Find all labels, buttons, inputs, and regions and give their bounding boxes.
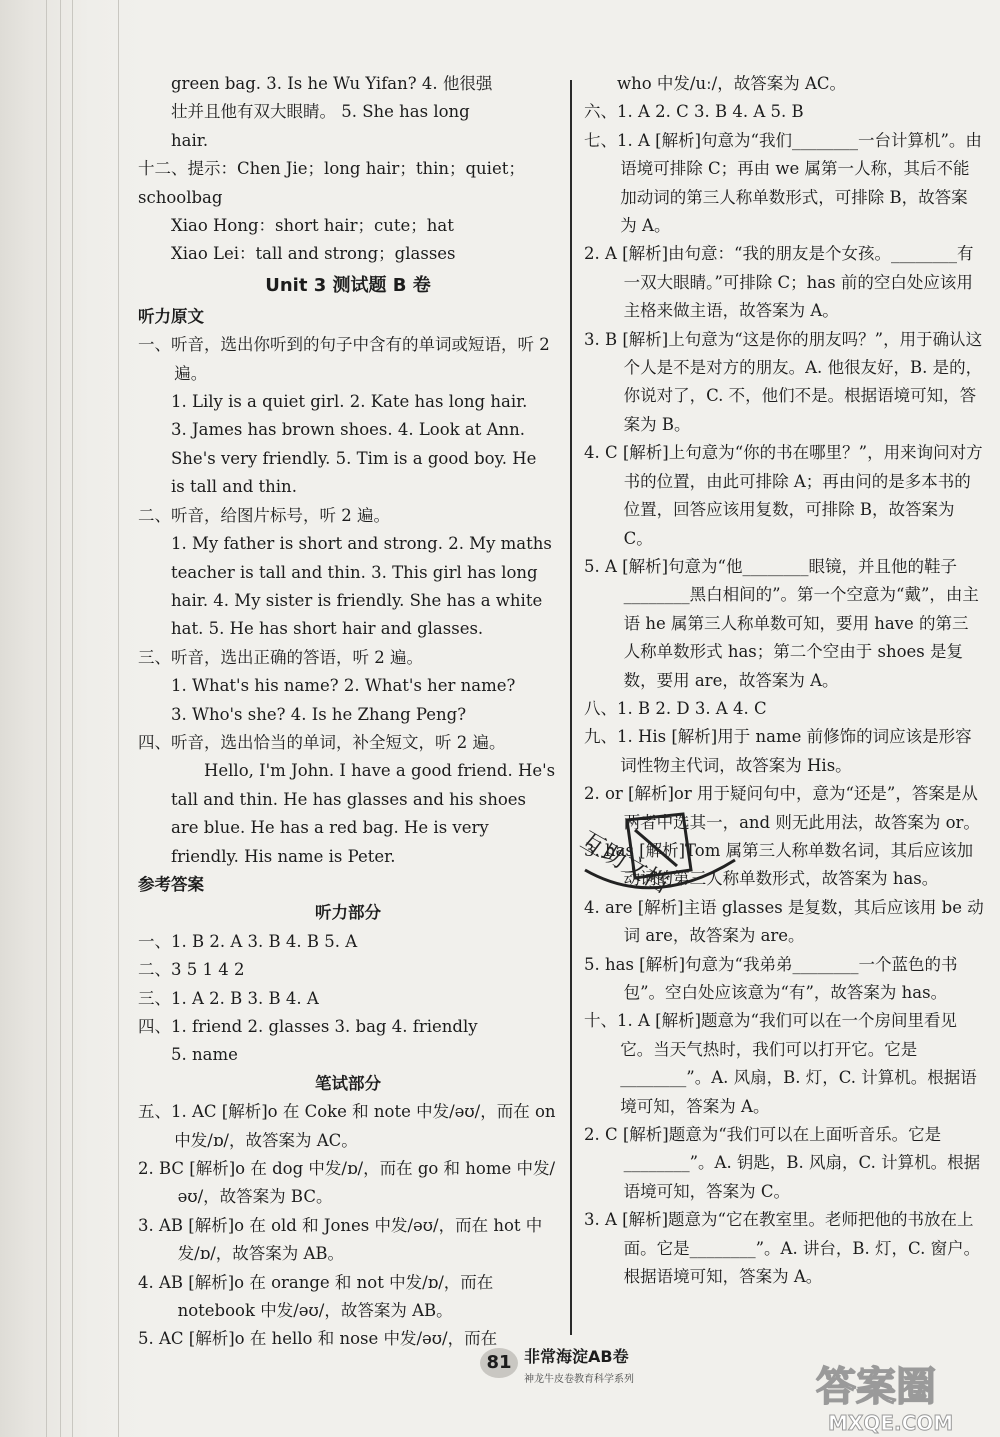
right-line: 5. has [解析]句意为“我弟弟________一个蓝色的书包”。空白处应该意为“有”，故答案为 has。 (584, 954, 958, 1002)
right-line: 九、1. His [解析]用于 name 前修饰的词应该是形容词性物主代词，故答案为 His。 (584, 727, 972, 775)
watermark-logo (808, 1352, 998, 1437)
left-column (138, 70, 558, 1354)
left-line: 4. AB [解析]o 在 orange 和 not 中发/ɒ/，而在 notebook 中发/əʊ/，故答案为 AB。 (138, 1272, 494, 1321)
left-line: She's very friendly. 5. Tim is a good boy. He (171, 448, 537, 468)
left-line: 听力部分 (315, 903, 381, 923)
page-footer (480, 1340, 730, 1400)
left-line: 2. BC [解析]o 在 dog 中发/ɒ/，而在 go 和 home 中发/əʊ/，故答案为 BC。 (138, 1159, 556, 1207)
left-line: 二、3 5 1 4 2 (138, 960, 245, 980)
right-line: 2. A [解析]由句意：“我的朋友是个女孩。________有一双大眼睛。”可排除 C；has 前的空白处应该用主格来做主语，故答案为 A。 (584, 244, 974, 321)
left-line: 四、听音，选出恰当的单词，补全短文，听 2 遍。 (138, 732, 506, 752)
left-line: 5. name (171, 1045, 238, 1065)
stamp-text: 互助文档 (576, 825, 674, 899)
left-line: 5. AC [解析]o 在 hello 和 nose 中发/əʊ/，而在 (138, 1329, 498, 1349)
left-line: 1. My father is short and strong. 2. My maths (171, 534, 552, 554)
left-line: 壮并且他有双大眼睛。 5. She has long (171, 102, 470, 122)
left-line: hair. (171, 130, 209, 150)
left-line: Unit 3 测试题 B 卷 (265, 274, 431, 296)
left-line: Hello, I'm John. I have a good friend. He's tall and thin. He has glasses and his shoes are blue. He has a red bag. He is very friendly. His name is Peter. (171, 761, 556, 866)
left-line: 3. Who's she? 4. Is he Zhang Peng? (171, 704, 467, 724)
left-line: 一、听音，选出你听到的句子中含有的单词或短语，听 2 遍。 (138, 335, 550, 383)
left-line: green bag. 3. Is he Wu Yifan? 4. 他很强 (171, 74, 493, 93)
watermark-en: MXQE.COM (828, 1411, 954, 1435)
left-line: Xiao Lei：tall and strong；glasses (171, 244, 456, 264)
watermark-cn: 答案圈 (816, 1364, 936, 1410)
book-binding-shadow (0, 0, 150, 1437)
right-line: 八、1. B 2. D 3. A 4. C (584, 698, 767, 718)
footer-series: 神龙牛皮卷教育科学系列 (524, 1374, 634, 1385)
right-line: 2. or [解析]or 用于疑问句中，意为“还是”，答案是从两者中选其一，and 则无此用法，故答案为 or。 (584, 784, 980, 832)
left-line: 笔试部分 (315, 1073, 381, 1093)
left-line: 十二、提示：Chen Jie；long hair；thin；quiet；schoolbag (138, 159, 525, 207)
right-line: 5. A [解析]句意为“他________眼镜，并且他的鞋子________黑白相间的”。第一个空意为“戴”，由主语 he 属第三人称单数可知，要用 have 的第三人称单数形式 has；第二个空由于 shoes 是复数，要用 are，故答案为 A。 (584, 556, 979, 690)
page-number: 81 (480, 1348, 518, 1378)
left-line: 1. What's his name? 2. What's her name? (171, 676, 516, 696)
right-line: 4. are [解析]主语 glasses 是复数，其后应该用 be 动词 are，故答案为 are。 (584, 897, 984, 946)
right-line: 六、1. A 2. C 3. B 4. A 5. B (584, 102, 804, 122)
left-line: 3. AB [解析]o 在 old 和 Jones 中发/əʊ/，而在 hot 中发/ɒ/，故答案为 AB。 (138, 1215, 543, 1264)
left-line: 一、1. B 2. A 3. B 4. B 5. A (138, 931, 358, 951)
left-line: hat. 5. He has short hair and glasses. (171, 619, 484, 639)
right-line: 3. has [解析]Tom 属第三人称单数名词，其后应该加动词的第三人称单数形式，故答案为 has。 (584, 840, 974, 889)
right-line: 十、1. A [解析]题意为“我们可以在一个房间里看见它。当天气热时，我们可以打开它。它是________”。A. 风扇，B. 灯，C. 计算机。根据语境可知，答案为 A。 (584, 1011, 977, 1116)
right-line: 3. A [解析]题意为“它在教室里。老师把他的书放在上面。它是________”。A. 讲台，B. 灯，C. 窗户。根据语境可知，答案为 A。 (584, 1210, 981, 1287)
left-line: 四、1. friend 2. glasses 3. bag 4. friendly (138, 1017, 478, 1036)
left-line: hair. 4. My sister is friendly. She has a white (171, 590, 543, 610)
left-line: teacher is tall and thin. 3. This girl has long (171, 562, 538, 582)
right-column (584, 70, 984, 1291)
left-line: Xiao Hong：short hair；cute；hat (171, 216, 454, 236)
left-line: 三、1. A 2. B 3. B 4. A (138, 988, 319, 1008)
left-line: 五、1. AC [解析]o 在 Coke 和 note 中发/əʊ/，而在 on 中发/ɒ/，故答案为 AC。 (138, 1102, 556, 1150)
left-line: 3. James has brown shoes. 4. Look at Ann. (171, 420, 526, 440)
left-line: 三、听音，选出正确的答语，听 2 遍。 (138, 647, 423, 667)
left-line: 二、听音，给图片标号，听 2 遍。 (138, 505, 390, 525)
left-line: is tall and thin. (171, 477, 297, 497)
left-line: 1. Lily is a quiet girl. 2. Kate has long hair. (171, 392, 528, 412)
right-line: 七、1. A [解析]句意为“我们________一台计算机”。由语境可排除 C；再由 we 属第一人称，其后不能加动词的第三人称单数形式，可排除 B，故答案为 A。 (584, 130, 982, 236)
right-line: 3. B [解析]上句意为“这是你的朋友吗？”，用于确认这个人是不是对方的朋友。A. 他很友好，B. 是的，你说对了，C. 不，他们不是。根据语境可知，答案为 B。 (584, 329, 983, 434)
footer-brand: 非常海淀AB卷 (524, 1347, 629, 1366)
right-line: 4. C [解析]上句意为“你的书在哪里？”，用来询问对方书的位置，由此可排除 A；再由问的是多本书的位置，回答应该用复数，可排除 B，故答案为 C。 (584, 443, 983, 548)
right-line: who 中发/uː/，故答案为 AC。 (617, 74, 847, 93)
left-line: 听力原文 (138, 306, 204, 326)
column-divider (570, 80, 572, 1335)
answer-page (138, 70, 984, 1349)
right-line: 2. C [解析]题意为“我们可以在上面听音乐。它是________”。A. 钥匙，B. 风扇，C. 计算机。根据语境可知，答案为 C。 (584, 1125, 981, 1201)
left-line: 参考答案 (138, 874, 204, 894)
